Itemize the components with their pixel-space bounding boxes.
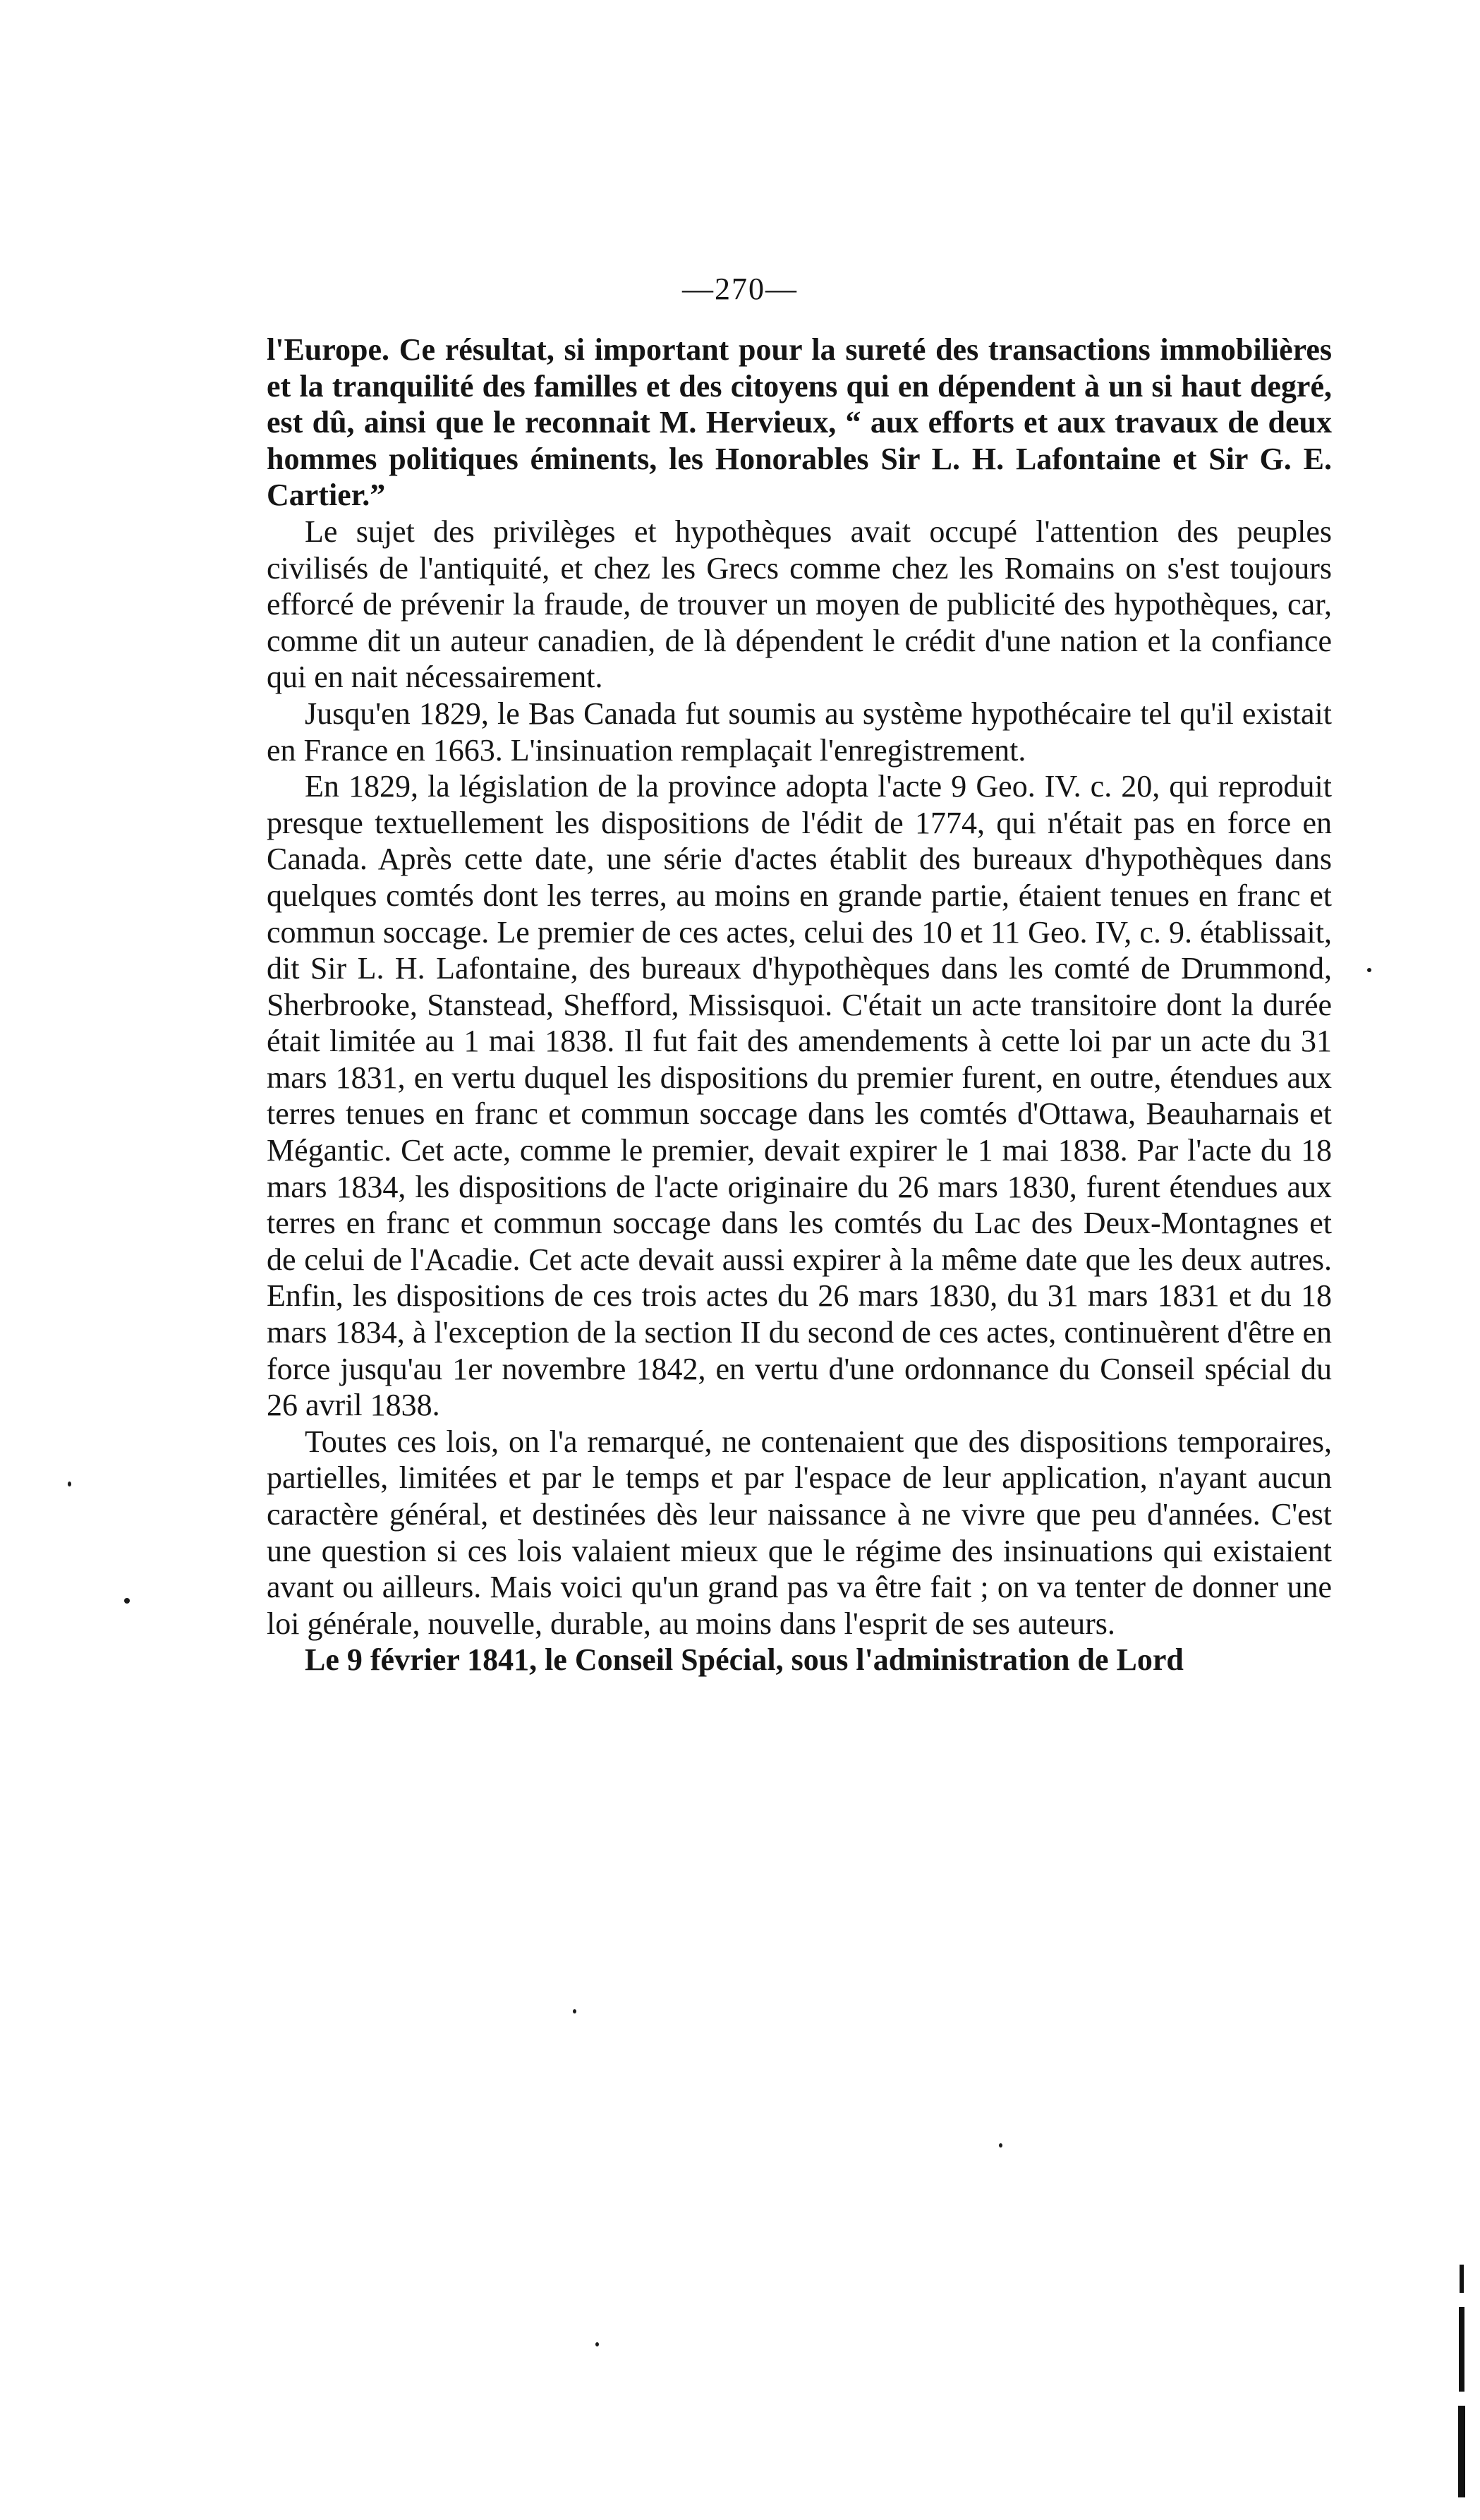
body-text — [267, 332, 1332, 1678]
scan-speck — [1367, 968, 1371, 972]
scan-speck — [124, 1598, 130, 1604]
paragraph-2: Le sujet des privilèges et hypothèques avait occupé l'attention des peuples civilisés de l'antiquité, et chez les Grecs comme chez les Romains on s'est toujours efforcé de prévenir la fraude, de trouver un moyen de publicité des hypothèques, car, comme dit un auteur canadien, de là dépendent le crédit d'une nation et la confiance qui en nait nécessairement. — [267, 514, 1332, 695]
scan-speck — [999, 2143, 1002, 2148]
paragraph-3: Jusqu'en 1829, le Bas Canada fut soumis au système hypothécaire tel qu'il existait en France en 1663. L'insinuation remplaçait l'enregistrement. — [267, 696, 1332, 768]
scan-speck — [573, 2009, 576, 2013]
page-edge-mark — [1457, 2265, 1467, 2497]
paragraph-4: En 1829, la législation de la province adopta l'acte 9 Geo. IV. c. 20, qui reproduit presque textuellement les dispositions de l'édit de 1774, qui n'était pas en force en Canada. Après cette date, une série d'actes établit des bureaux d'hypothèques dans quelques comtés dont les terres, au moins en grande partie, étaient tenues en franc et commun soccage. Le premier de ces actes, celui des 10 et 11 Geo. IV, c. 9. établissait, dit Sir L. H. Lafontaine, des bureaux d'hypothèques dans les comté de Drummond, Sherbrooke, Stanstead, Shefford, Missisquoi. C'était un acte transitoire dont la durée était limitée au 1 mai 1838. Il fut fait des amendements à cette loi par un acte du 31 mars 1831, en vertu duquel les dispositions du premier furent, en outre, étendues aux terres tenues en franc et commun soccage dans les comtés d'Ottawa, Beauharnais et Mégantic. Cet acte, comme le premier, devait expirer le 1 mai 1838. Par l'acte du 18 mars 1834, les dispositions de l'acte originaire du 26 mars 1830, furent étendues aux terres en franc et commun soccage dans les comtés du Lac des Deux-Montagnes et de celui de l'Acadie. Cet acte devait aussi expirer à la même date que les deux autres. Enfin, les dispositions de ces trois actes du 26 mars 1830, du 31 mars 1831 et du 18 mars 1834, à l'exception de la section II du second de ces actes, continuèrent d'être en force jusqu'au 1er novembre 1842, en vertu d'une ordonnance du Conseil spécial du 26 avril 1838. — [267, 769, 1332, 1423]
scan-speck — [68, 1482, 71, 1486]
page-number: —270— — [682, 272, 798, 306]
paragraph-5: Toutes ces lois, on l'a remarqué, ne contenaient que des dispositions temporaires, partielles, limitées et par le temps et par l'espace de leur application, n'ayant aucun caractère général, et destinées dès leur naissance à ne vivre que peu d'années. C'est une question si ces lois valaient mieux que le régime des insinuations qui existaient avant ou ailleurs. Mais voici qu'un grand pas va être fait ; on va tenter de donner une loi générale, nouvelle, durable, au moins dans l'esprit de ses auteurs. — [267, 1424, 1332, 1641]
paragraph-1: l'Europe. Ce résultat, si important pour la sureté des transactions immobilières et la tranquilité des familles et des citoyens qui en dépendent à un si haut degré, est dû, ainsi que le reconnait M. Hervieux, “ aux efforts et aux travaux de deux hommes politiques éminents, les Honorables Sir L. H. Lafontaine et Sir G. E. Cartier.” — [267, 332, 1332, 513]
paragraph-6: Le 9 février 1841, le Conseil Spécial, sous l'administration de Lord — [305, 1642, 1184, 1678]
scan-speck — [595, 2342, 599, 2346]
